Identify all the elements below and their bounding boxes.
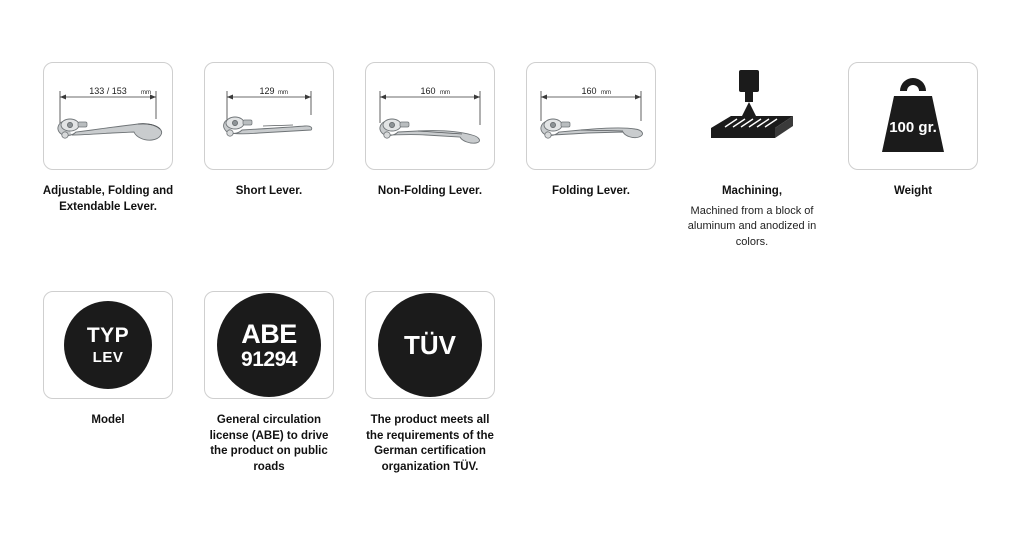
badge-line-1: TYP bbox=[86, 324, 130, 348]
badge-tuv-certification bbox=[364, 291, 496, 475]
badge-caption: General circulation license (ABE) to drive the product on public roads bbox=[209, 414, 329, 473]
feature-subcaption: Machined from a block of aluminum and anodized in colors. bbox=[687, 204, 817, 249]
lever-dimension-label: 160 bbox=[420, 86, 436, 96]
feature-caption: Short Lever. bbox=[235, 185, 303, 197]
lever-diagram-icon bbox=[205, 63, 333, 169]
lever-dimension-unit: mm bbox=[440, 90, 450, 96]
weight-icon bbox=[858, 68, 968, 164]
badge-caption: Model bbox=[91, 414, 125, 427]
tuv-badge-icon bbox=[378, 293, 482, 397]
feature-grid bbox=[42, 62, 982, 475]
machining-icon-box bbox=[687, 62, 817, 170]
feature-caption: Adjustable, Folding and Extendable Lever. bbox=[42, 185, 174, 213]
lever-diagram-box bbox=[204, 62, 334, 170]
lever-dimension-label: 129 bbox=[259, 86, 275, 96]
feature-caption: Folding Lever. bbox=[552, 185, 630, 197]
feature-caption: Machining, bbox=[721, 185, 783, 197]
badge-line-2: LEV bbox=[92, 349, 124, 367]
model-badge-box bbox=[43, 291, 173, 399]
typ-lev-badge-icon bbox=[64, 301, 152, 389]
feature-non-folding-lever bbox=[364, 62, 496, 200]
badge-abe-license bbox=[203, 291, 335, 475]
feature-adjustable-folding-extendable-lever bbox=[42, 62, 174, 215]
lever-diagram-box bbox=[43, 62, 173, 170]
badge-line-1: ABE bbox=[241, 318, 297, 349]
badge-caption: The product meets all the requirements of the German certification organization TÜV. bbox=[366, 414, 494, 473]
badge-line-2: 91294 bbox=[241, 347, 297, 371]
weight-value-label: 100 gr. bbox=[889, 119, 937, 136]
lever-diagram-icon bbox=[527, 63, 655, 169]
lever-dimension-unit: mm bbox=[601, 90, 611, 96]
lever-dimension-unit: mm bbox=[278, 90, 288, 96]
feature-folding-lever bbox=[525, 62, 657, 200]
feature-caption: Non-Folding Lever. bbox=[377, 185, 483, 197]
abe-badge-icon bbox=[217, 293, 321, 397]
tuv-badge-box bbox=[365, 291, 495, 399]
feature-row-top bbox=[42, 62, 982, 251]
weight-icon-box bbox=[848, 62, 978, 170]
badge-line-1: TÜV bbox=[404, 330, 456, 361]
lever-diagram-box bbox=[365, 62, 495, 170]
lever-diagram-icon bbox=[366, 63, 494, 169]
lever-diagram-icon bbox=[44, 63, 172, 169]
feature-weight bbox=[847, 62, 979, 200]
lever-dimension-label: 133 / 153 bbox=[89, 86, 127, 96]
lever-dimension-unit: mm bbox=[141, 90, 151, 96]
badge-model bbox=[42, 291, 174, 429]
feature-machining bbox=[686, 62, 818, 251]
feature-short-lever bbox=[203, 62, 335, 200]
feature-row-bottom bbox=[42, 291, 982, 475]
lever-dimension-label: 160 bbox=[581, 86, 597, 96]
abe-badge-box bbox=[204, 291, 334, 399]
cnc-milling-icon bbox=[697, 66, 807, 166]
lever-diagram-box bbox=[526, 62, 656, 170]
feature-caption: Weight bbox=[893, 185, 933, 197]
